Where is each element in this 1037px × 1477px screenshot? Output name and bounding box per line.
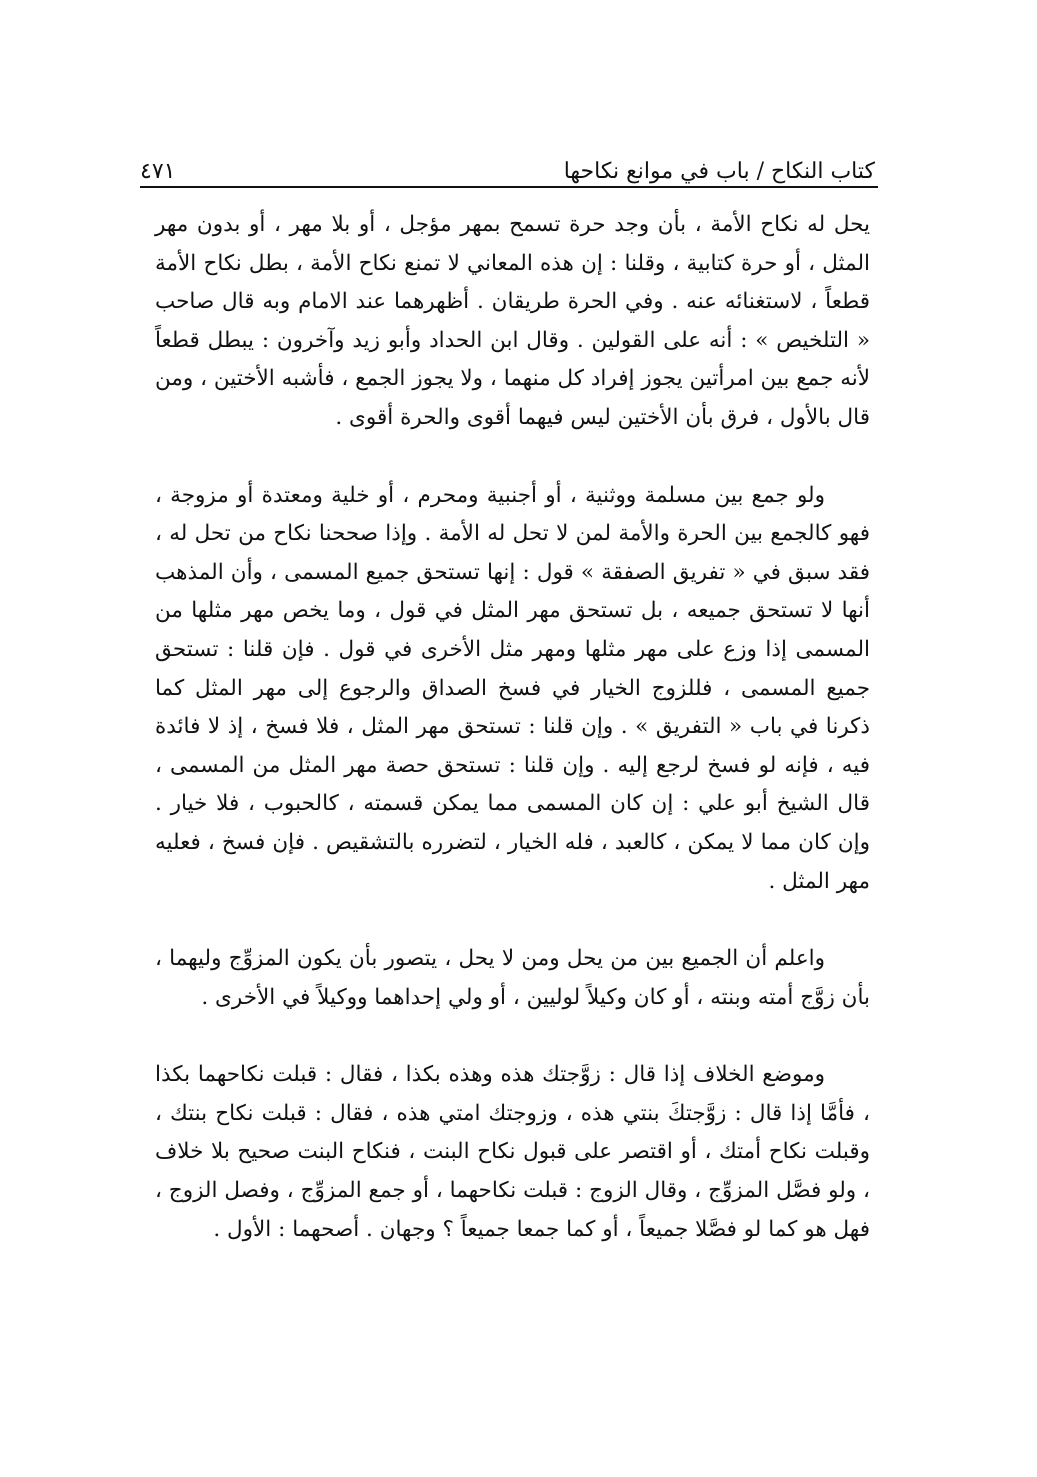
- paragraph: وموضع الخلاف إذا قال : زوَّجتك هذه وهذه بكذا ، فقال : قبلت نكاحهما بكذا ، فأمَّا إذا قال : زوَّجتكَ بنتي هذه ، وزوجتك امتي هذه ، فقال : قبلت نكاح بنتك ، وقبلت نكاح أمتك ، أو اقتصر على قبول نكاح البنت ، فنكاح البنت صحيح بلا خلاف ، ولو فصَّل المزوِّج ، وقال الزوج : قبلت نكاحهما ، أو جمع المزوِّج ، وفصل الزوج ، فهل هو كما لو فصَّلا جميعاً ، أو كما جمعا جميعاً ؟ وجهان . أصحهما : الأول .: [155, 1062, 870, 1242]
- main-text: [155, 206, 870, 1249]
- header-rule: [140, 186, 878, 188]
- paragraph-gap: [155, 901, 870, 940]
- paragraph: ولو جمع بين مسلمة ووثنية ، أو أجنبية ومحرم ، أو خلية ومعتدة أو مزوجة ، فهو كالجمع بين الحرة والأمة لمن لا تحل له الأمة . وإذا صححنا نكاح من تحل له ، فقد سبق في « تفريق الصفقة » قول : إنها تستحق جميع المسمى ، وأن المذهب أنها لا تستحق جميعه ، بل تستحق مهر المثل في قول ، وما يخص مهر مثلها من المسمى إذا وزع على مهر مثلها ومهر مثل الأخرى في قول . فإن قلنا : تستحق جميع المسمى ، فللزوج الخيار في فسخ الصداق والرجوع إلى مهر المثل كما ذكرنا في باب « التفريق » . وإن قلنا : تستحق مهر المثل ، فلا فسخ ، إذ لا فائدة فيه ، فإنه لو فسخ لرجع إليه . وإن قلنا : تستحق حصة مهر المثل من المسمى ، قال الشيخ أبو علي : إن كان المسمى مما يمكن قسمته ، كالحبوب ، فلا خيار . وإن كان مما لا يمكن ، كالعبد ، فله الخيار ، لتضرره بالتشقيص . فإن فسخ ، فعليه مهر المثل .: [155, 482, 870, 894]
- running-header: [140, 140, 875, 184]
- paragraph: واعلم أن الجميع بين من يحل ومن لا يحل ، يتصور بأن يكون المزوِّج وليهما ، بأن زوَّج أمته وبنته ، أو كان وكيلاً لوليين ، أو ولي إحداهما ووكيلاً في الأخرى .: [155, 946, 870, 1010]
- page-number: ٤٧١: [140, 159, 176, 184]
- chapter-title: كتاب النكاح / باب في موانع نكاحها: [563, 159, 875, 184]
- paragraph-gap: [155, 1017, 870, 1056]
- paragraph-gap: [155, 438, 870, 477]
- paragraph-continuation: يحل له نكاح الأمة ، بأن وجد حرة تسمح بمهر مؤجل ، أو بلا مهر ، أو بدون مهر المثل ، أو حرة كتابية ، وقلنا : إن هذه المعاني لا تمنع نكاح الأمة ، بطل نكاح الأمة قطعاً ، لاستغنائه عنه . وفي الحرة طريقان . أظهرهما عند الامام وبه قال صاحب « التلخيص » : أنه على القولين . وقال ابن الحداد وأبو زيد وآخرون : يبطل قطعاً لأنه جمع بين امرأتين يجوز إفراد كل منهما ، ولا يجوز الجمع ، فأشبه الأختين ، ومن قال بالأول ، فرق بأن الأختين ليس فيهما أقوى والحرة أقوى .: [155, 212, 870, 430]
